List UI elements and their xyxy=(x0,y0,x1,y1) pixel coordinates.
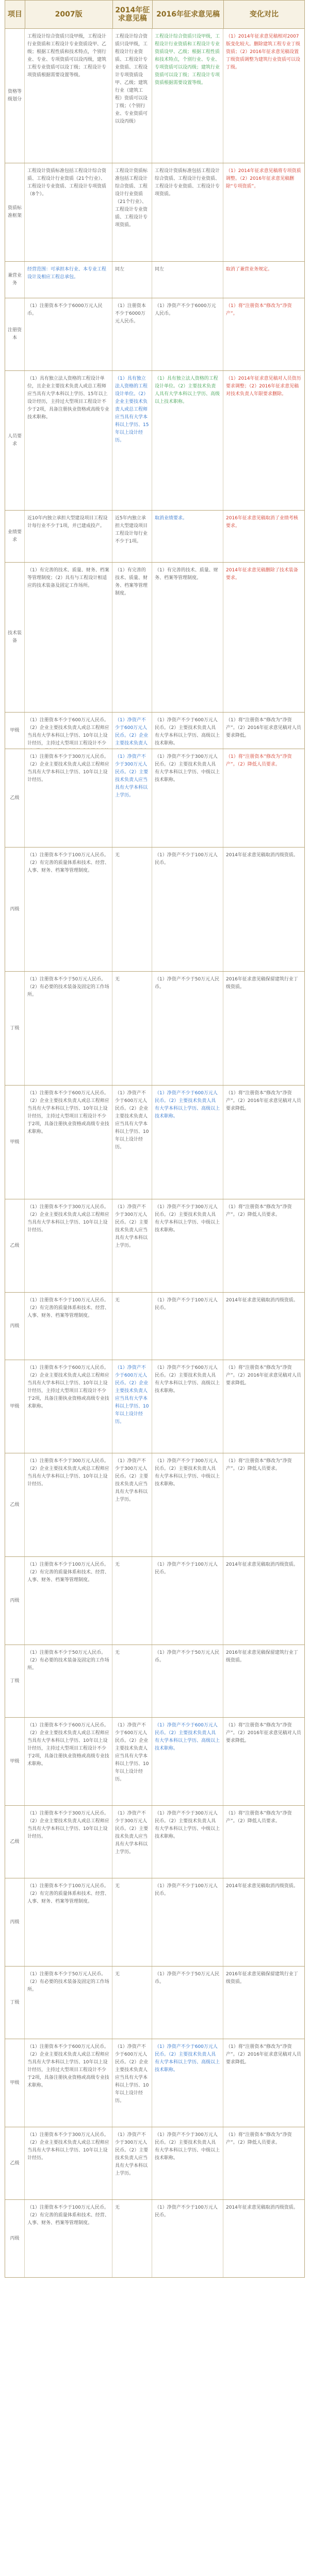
row-label: 乙级 xyxy=(5,749,25,847)
cell-change: 2014年征求意见稿取消丙级资质。 xyxy=(226,1562,298,1567)
cell-change: （1）将“注册资本”修改为“净资产”。（2）2016年征求意见稿对人员要求降低。 xyxy=(226,2044,301,2065)
cell-2016: （1）净资产不少于100万元人民币。 xyxy=(152,848,223,971)
cell-change: （1）将“注册资本”修改为“净资产”。（2）2016年征求意见稿对人员要求降低。 xyxy=(226,718,301,738)
cell-2016: （1）净资产不少于100万元人民币。 xyxy=(152,1557,223,1645)
cell-2007: （1）注册资本不少于50万元人民币。（2）有必要的技术装备及固定的工作场所。 xyxy=(25,1645,112,1717)
table-row xyxy=(5,163,305,262)
cell-change: 2014年征求意见稿取消丙级资质。 xyxy=(226,1298,298,1303)
cell-2014: 无 xyxy=(112,1557,152,1645)
cell-2014: （1）净资产不少于600万元人民币。（2）企业主要技术负责人 xyxy=(112,713,152,749)
cell-2007: （1）注册资本不少于300万元人民币。（2）企业主要技术负责人或总工程师应当具有大学本科以上学历、10年以上设计经历。 xyxy=(25,1199,112,1292)
cell-2014: 工程设计资质标准包括工程设计综合资质、工程设计行业资质（21个行业）、工程设计专业资质、工程设计专项资质。 xyxy=(112,163,152,261)
row-label: 甲级 xyxy=(5,1086,25,1199)
cell-2016: （1）有完善的技术、质量、财务、档案等管理制度。 xyxy=(152,563,223,712)
row-label: 业绩要求 xyxy=(5,511,25,562)
cell-change: （1）将“注册资本”修改为“净资产”。（2）降低人员要求。 xyxy=(226,2132,292,2145)
cell-change: （1）将“注册资本”修改为“净资产”。（2）2016年征求意见稿对人员要求降低。 xyxy=(226,1365,301,1386)
cell-2014: （1）净资产不少于300万元人民币。（2）主要技术负责人应当具有大学本科以上学历。 xyxy=(112,749,152,847)
cell-2016: （1）净资产不少于50万元人民币。 xyxy=(152,1645,223,1717)
header-2014: 2014年征求意见稿 xyxy=(113,1,153,28)
cell-2016: （1）净资产不少于600万元人民币。（2）主要技术负责人具有大学本科以上学历、高级以上技术职称。 xyxy=(152,713,223,749)
comparison-table xyxy=(5,0,305,2278)
cell-2007: （1）注册资本不少于600万元人民币。（2）企业主要技术负责人或总工程师应当具有大学本科以上学历、10年以上设计经历，主持过大型项目工程设计不少于2项，具备注册执业资格或高级专业技术职称。 xyxy=(25,2039,112,2127)
cell-2007: （1）注册资本不少于600万元人民币。（2）企业主要技术负责人或总工程师应当具有大学本科以上学历、10年以上设计经历，主持过大型项目工程设计不少于2项，具备注册执业资格或高级专业技术职称。 xyxy=(25,1086,112,1199)
cell-2016: （1）净资产不少于100万元人民币。 xyxy=(152,1293,223,1360)
cell-2014: 无 xyxy=(112,2200,152,2277)
table-row xyxy=(5,1645,305,1718)
row-label: 乙级 xyxy=(5,2127,25,2199)
cell-change: （1）将“注册资本”修改为“净资产”。 xyxy=(226,303,292,316)
cell-2016: 取消业绩要求。 xyxy=(152,511,223,562)
table-row xyxy=(5,511,305,563)
row-label: 资质标准框架 xyxy=(5,163,25,261)
row-label: 乙级 xyxy=(5,1806,25,1878)
cell-change: 2014年征求意见稿删除了技术装备要求。 xyxy=(226,568,298,581)
cell-2007: 经营范围：可承担本行业、本专业工程设计及相应工程总承包。 xyxy=(25,262,112,298)
cell-2007: 工程设计综合资质只设甲级，工程设计行业资质和工程设计专业资质设甲、乙级；根据工程性质和技术特点，个别行业、专业、专项资质可以设丙级，建筑工程专业资质可以设丁级；工程设计专项资质根据需要设置等级。 xyxy=(25,29,112,163)
cell-2014: （1）净资产不少于300万元人民币。（2）主要技术负责人应当具有大学本科以上学历。 xyxy=(112,2127,152,2199)
cell-2016: （1）具有独立法人资格的工程设计单位。（2）主要技术负责人具有大学本科以上学历、高级以上技术职称。 xyxy=(152,371,223,510)
table-row xyxy=(5,1718,305,1806)
cell-2016: 工程设计综合资质只设甲级，工程设计行业资质和工程设计专业资质设甲、乙级；根据工程性质和技术特点，个别行业、专业、专项资质可以设丙级；建筑行业资质可以设丁级；工程设计专项资质根据需要设置等级。 xyxy=(152,29,223,163)
cell-2014: 无 xyxy=(112,972,152,1085)
cell-2007: （1）注册资本不少于100万元人民币。（2）有完善的质量体系和技术、经营、人事、财务、档案等管理制度。 xyxy=(25,1878,112,1966)
cell-2007: （1）注册资本不少于100万元人民币。（2）有完善的质量体系和技术、经营、人事、财务、档案等管理制度。 xyxy=(25,848,112,971)
cell-change: 2016年征求意见稿取消了业绩考核要求。 xyxy=(226,516,298,529)
cell-2014: （1）净资产不少于600万元人民币。（2）企业主要技术负责人应当具有大学本科以上学历、10年以上设计经历。 xyxy=(112,1086,152,1199)
cell-2014: 无 xyxy=(112,1967,152,2039)
cell-2014: （1）净资产不少于600万元人民币。（2）企业主要技术负责人应当具有大学本科以上学历、10年以上设计经历。 xyxy=(112,1718,152,1805)
cell-2014: 近5年内独立承担大型建设项目工程设计每行业不少于1项。 xyxy=(112,511,152,562)
cell-2007: （1）具有独立法人资格的工程设计单位，且企业主要技术负责人或总工程师应当具有大学本科以上学历、15年以上设计经历，主持过大型项目工程设计不少于2项，具备注册执业资格或高级专业技术职称。 xyxy=(25,371,112,510)
cell-2014: 无 xyxy=(112,848,152,971)
table-row xyxy=(5,1967,305,2039)
table-row xyxy=(5,1453,305,1557)
cell-2007: （1）注册资本不少于300万元人民币。（2）企业主要技术负责人或总工程师应当具有大学本科以上学历、10年以上设计经历。 xyxy=(25,749,112,847)
cell-2014: （1）注册资本不少于6000万元人民币。 xyxy=(112,298,152,370)
row-label: 丙级 xyxy=(5,2200,25,2277)
table-row xyxy=(5,563,305,713)
cell-2016: （1）净资产不少于600万元人民币。（2）主要技术负责人具有大学本科以上学历、高级以上技术职称。 xyxy=(152,1718,223,1805)
row-label: 注册资本 xyxy=(5,298,25,370)
table-row xyxy=(5,848,305,972)
cell-2016: （1）净资产不少于300万元人民币。（2）主要技术负责人具有大学本科以上学历、中级以上技术职称。 xyxy=(152,2127,223,2199)
cell-change: （1）将“注册资本”修改为“净资产”。（2）2016年征求意见稿对人员要求降低。 xyxy=(226,1723,301,1743)
cell-2007: （1）注册资本不少于50万元人民币。（2）有必要的技术装备及固定的工作场所。 xyxy=(25,1967,112,2039)
table-row xyxy=(5,371,305,511)
row-label: 甲级 xyxy=(5,1718,25,1805)
row-label: 甲级 xyxy=(5,1360,25,1453)
row-label: 丙级 xyxy=(5,848,25,971)
cell-change: （1）2014年征求意见稿对人员资历要求调整；（2）2016年征求意见稿对技术负责人年限要求删除。 xyxy=(226,376,301,397)
cell-2014: （1）净资产不少于300万元人民币。（2）主要技术负责人应当具有大学本科以上学历。 xyxy=(112,1806,152,1878)
header-2007: 2007版 xyxy=(25,1,113,28)
header-change: 变化对比 xyxy=(250,10,279,19)
cell-2016: （1）净资产不少于50万元人民币。 xyxy=(152,1967,223,2039)
cell-2007: （1）注册资本不少于100万元人民币。（2）有完善的质量体系和技术、经营、人事、财务、档案等管理制度。 xyxy=(25,1557,112,1645)
cell-2016: （1）净资产不少于100万元人民币。 xyxy=(152,2200,223,2277)
cell-change: （1）将“注册资本”修改为“净资产”。（2）降低人员要求。 xyxy=(226,1459,292,1471)
cell-change: （1）将“注册资本”修改为“净资产”。（2）降低人员要求。 xyxy=(226,754,292,767)
cell-2016: 同左 xyxy=(152,262,223,298)
header-2016: 2016年征求意见稿 xyxy=(153,1,224,28)
cell-change: （1）将“注册资本”修改为“净资产”。（2）降低人员要求。 xyxy=(226,1205,292,1217)
cell-2007: （1）注册资本不少于6000万元人民币。 xyxy=(25,298,112,370)
cell-2016: （1）净资产不少于600万元人民币。（2）主要技术负责人具有大学本科以上学历、高级以上技术职称。 xyxy=(152,1360,223,1453)
table-row xyxy=(5,1806,305,1878)
table-row xyxy=(5,2127,305,2200)
table-row xyxy=(5,713,305,749)
cell-2016: （1）净资产不少于600万元人民币。（2）主要技术负责人具有大学本科以上学历、高级以上技术职称。 xyxy=(152,1086,223,1199)
table-row xyxy=(5,972,305,1086)
cell-change: 2016年征求意见稿保留建筑行业丁级资质。 xyxy=(226,977,298,990)
row-label: 丁级 xyxy=(5,972,25,1085)
cell-change: （1）将“注册资本”修改为“净资产”。（2）2016年征求意见稿对人员要求降低。 xyxy=(226,1091,301,1111)
cell-2007: （1）有完善的技术、质量、财务、档案等管理制度；（2）具有与工程设计相适应的技术装备及固定工作场所。 xyxy=(25,563,112,712)
table-row xyxy=(5,1086,305,1199)
cell-2016: （1）净资产不少于300万元人民币。（2）主要技术负责人具有大学本科以上学历、中级以上技术职称。 xyxy=(152,1453,223,1556)
row-label: 兼营业务 xyxy=(5,262,25,298)
table-row xyxy=(5,29,305,163)
row-label: 资格等级划分 xyxy=(5,29,25,163)
cell-2007: （1）注册资本不少于300万元人民币。（2）企业主要技术负责人或总工程师应当具有大学本科以上学历、10年以上设计经历。 xyxy=(25,1453,112,1556)
row-label: 丁级 xyxy=(5,1967,25,2039)
cell-change: 取消了兼营业务规定。 xyxy=(226,267,273,272)
row-label: 丁级 xyxy=(5,1645,25,1717)
row-label: 丙级 xyxy=(5,1557,25,1645)
cell-change: 2014年征求意见稿取消丙级资质。 xyxy=(226,853,298,858)
cell-2007: （1）注册资本不少于100万元人民币。（2）有完善的质量体系和技术、经营、人事、财务、档案等管理制度。 xyxy=(25,1293,112,1360)
cell-2014: 同左 xyxy=(112,262,152,298)
table-row xyxy=(5,2039,305,2127)
table-row xyxy=(5,262,305,298)
cell-2007: （1）注册资本不少于300万元人民币。（2）企业主要技术负责人或总工程师应当具有大学本科以上学历、10年以上设计经历。 xyxy=(25,2127,112,2199)
cell-2007: 工程设计资质标准包括工程设计综合资质、工程设计行业资质（21个行业）、工程设计专业资质、工程设计专项资质（8个）。 xyxy=(25,163,112,261)
cell-2014: （1）净资产不少于600万元人民币。（2）企业主要技术负责人应当具有大学本科以上学历、10年以上设计经历。 xyxy=(112,2039,152,2127)
cell-2007: （1）注册资本不少于50万元人民币。（2）有必要的技术装备及固定的工作场所。 xyxy=(25,972,112,1085)
table-row xyxy=(5,298,305,371)
row-label: 技术装备 xyxy=(5,563,25,712)
cell-2016: （1）净资产不少于300万元人民币。（2）主要技术负责人具有大学本科以上学历、中级以上技术职称。 xyxy=(152,1806,223,1878)
table-row xyxy=(5,749,305,848)
cell-2007: （1）注册资本不少于600万元人民币。（2）企业主要技术负责人或总工程师应当具有大学本科以上学历、10年以上设计经历，主持过大型项目工程设计不少于2项，具备注册执业资格或高级专业技术职称。 xyxy=(25,1718,112,1805)
row-label: 丙级 xyxy=(5,1878,25,1966)
cell-2016: （1）净资产不少于50万元人民币。 xyxy=(152,972,223,1085)
table-row xyxy=(5,1360,305,1453)
cell-change: 2014年征求意见稿取消丙级资质。 xyxy=(226,2205,298,2210)
cell-2014: （1）净资产不少于600万元人民币。（2）企业主要技术负责人应当具有大学本科以上学历、10年以上设计经历。 xyxy=(112,1360,152,1453)
row-label: 人员要求 xyxy=(5,371,25,510)
cell-2016: （1）净资产不少于600万元人民币。（2）主要技术负责人具有大学本科以上学历、高级以上技术职称。 xyxy=(152,2039,223,2127)
cell-2016: 工程设计资质标准包括工程设计综合资质、工程设计行业资质、工程设计专业资质、工程设计专项资质。 xyxy=(152,163,223,261)
table-header-row xyxy=(5,0,305,29)
cell-2014: （1）净资产不少于300万元人民币。（2）主要技术负责人应当具有大学本科以上学历。 xyxy=(112,1199,152,1292)
table-row xyxy=(5,1878,305,1967)
row-label: 乙级 xyxy=(5,1199,25,1292)
table-row xyxy=(5,1293,305,1360)
cell-2007: 近10年内独立承担大型建设项目工程设计每行业不少于1项，并已建成投产。 xyxy=(25,511,112,562)
cell-2014: （1）净资产不少于300万元人民币。（2）主要技术负责人应当具有大学本科以上学历。 xyxy=(112,1453,152,1556)
cell-2014: 工程设计综合资质只设甲级，工程设计行业资质、工程设计专业资质、工程设计专项资质设甲、乙级；建筑行业（建筑工程）资质可以设丁级；（个别行业、专业资质可以设丙级） xyxy=(112,29,152,163)
cell-change: 2016年征求意见稿保留建筑行业丁级资质。 xyxy=(226,1650,298,1663)
table-row xyxy=(5,1557,305,1645)
cell-change: 2016年征求意见稿保留建筑行业丁级资质。 xyxy=(226,1972,298,1985)
cell-change: （1）将“注册资本”修改为“净资产”。（2）降低人员要求。 xyxy=(226,1811,292,1824)
cell-2014: 无 xyxy=(112,1645,152,1717)
cell-2007: （1）注册资本不少于600万元人民币。（2）企业主要技术负责人或总工程师应当具有大学本科以上学历、10年以上设计经历，主持过大型项目工程设计不少 xyxy=(25,713,112,749)
cell-2014: 无 xyxy=(112,1293,152,1360)
table-row xyxy=(5,1199,305,1293)
table-row xyxy=(5,2200,305,2278)
row-label: 乙级 xyxy=(5,1453,25,1556)
cell-2007: （1）注册资本不少于100万元人民币。（2）有完善的质量体系和技术、经营、人事、财务、档案等管理制度。 xyxy=(25,2200,112,2277)
cell-change: 2014年征求意见稿取消丙级资质。 xyxy=(226,1884,298,1889)
row-label: 甲级 xyxy=(5,713,25,749)
cell-2016: （1）净资产不少于6000万元人民币。 xyxy=(152,298,223,370)
cell-2014: （1）有完善的技术、质量、财务、档案等管理制度。 xyxy=(112,563,152,712)
cell-2016: （1）净资产不少于100万元人民币。 xyxy=(152,1878,223,1966)
row-label: 丙级 xyxy=(5,1293,25,1360)
cell-2016: （1）净资产不少于300万元人民币。（2）主要技术负责人具有大学本科以上学历、中级以上技术职称。 xyxy=(152,749,223,847)
row-label: 甲级 xyxy=(5,2039,25,2127)
cell-change: （1）2014年征求意见稿将专项资质调整。（2）2016年征求意见稿删除“专项资质”。 xyxy=(226,168,301,189)
header-project: 项目 xyxy=(5,1,25,28)
cell-2016: （1）净资产不少于300万元人民币。（2）主要技术负责人具有大学本科以上学历、中级以上技术职称。 xyxy=(152,1199,223,1292)
cell-change: （1）2014年征求意见稿相对2007版变化较大。删除建筑工程专业丁级资质；（2）2016年征求意见稿设置丁级资质调整为建筑行业资质可以设丁级。 xyxy=(226,34,301,70)
cell-2007: （1）注册资本不少于600万元人民币。（2）企业主要技术负责人或总工程师应当具有大学本科以上学历、10年以上设计经历，主持过大型项目工程设计不少于2项，具备注册执业资格或高级专业技术职称。 xyxy=(25,1360,112,1453)
cell-2014: （1）具有独立法人资格的工程设计单位。（2）企业主要技术负责人或总工程师应当具有大学本科以上学历、15年以上设计经历。 xyxy=(112,371,152,510)
cell-2007: （1）注册资本不少于300万元人民币。（2）企业主要技术负责人或总工程师应当具有大学本科以上学历、10年以上设计经历。 xyxy=(25,1806,112,1878)
cell-2014: 无 xyxy=(112,1878,152,1966)
